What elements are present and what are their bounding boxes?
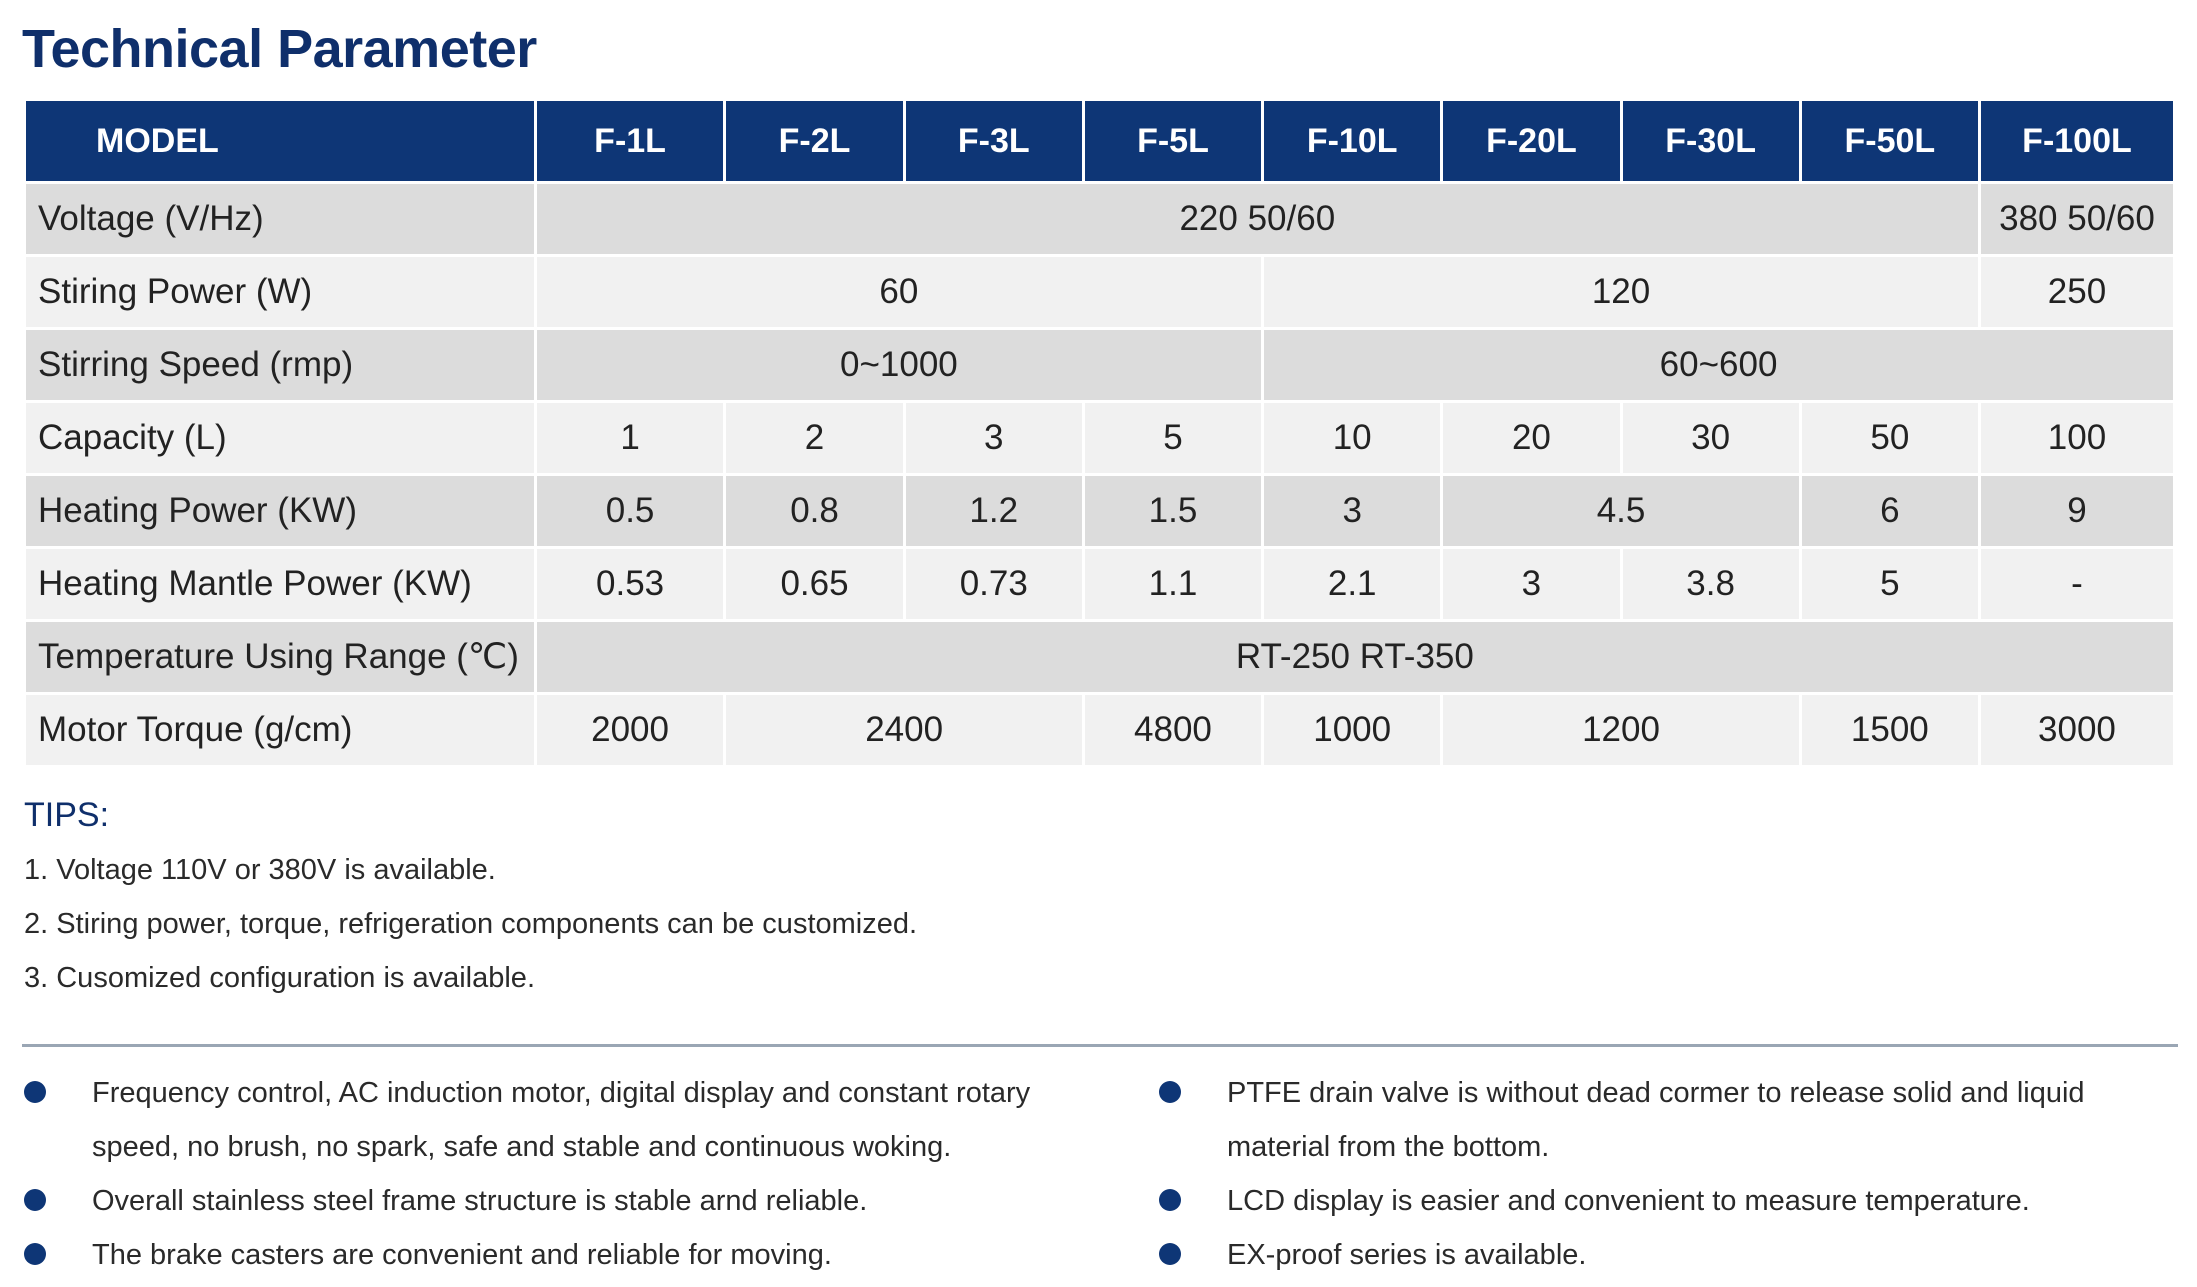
table-cell: 250 — [1981, 257, 2173, 327]
header-model: MODEL — [26, 101, 534, 181]
table-cell: 1000 — [1264, 695, 1440, 765]
feature-item — [22, 1174, 1082, 1228]
bullet-icon — [1159, 1243, 1181, 1265]
table-cell: 4.5 — [1443, 476, 1798, 546]
tip-item: 3. Cusomized configuration is available. — [24, 962, 535, 994]
table-cell: 0.73 — [906, 549, 1082, 619]
table-cell: 1200 — [1443, 695, 1798, 765]
table-cell: 2000 — [537, 695, 724, 765]
feature-item — [22, 1228, 1082, 1282]
table-row — [26, 622, 2173, 692]
table-row — [26, 257, 2173, 327]
table-cell: 4800 — [1085, 695, 1261, 765]
bullet-icon — [1159, 1081, 1181, 1103]
table-cell: 20 — [1443, 403, 1619, 473]
spec-table — [23, 98, 2176, 768]
feature-item — [1157, 1066, 2187, 1174]
table-cell: 1.1 — [1085, 549, 1261, 619]
feature-item — [22, 1066, 1082, 1174]
table-cell: 3 — [1264, 476, 1440, 546]
table-cell: 3 — [906, 403, 1082, 473]
table-cell: 3.8 — [1623, 549, 1799, 619]
row-label: Stirring Speed (rmp) — [26, 330, 534, 400]
feature-text: The brake casters are convenient and reliable for moving. — [92, 1239, 832, 1271]
table-cell: 100 — [1981, 403, 2173, 473]
tip-item: 2. Stiring power, torque, refrigeration components can be customized. — [24, 908, 918, 940]
table-row — [26, 476, 2173, 546]
feature-text: Overall stainless steel frame structure is stable arnd reliable. — [92, 1185, 868, 1217]
feature-text: PTFE drain valve is without dead cormer to release solid and liquid material from the bottom. — [1227, 1077, 2085, 1163]
table-header-row — [26, 101, 2173, 181]
table-cell: 60~600 — [1264, 330, 2173, 400]
feature-text: EX-proof series is available. — [1227, 1239, 1587, 1271]
table-cell: 50 — [1802, 403, 1978, 473]
table-cell: 0.65 — [726, 549, 902, 619]
row-label: Heating Mantle Power (KW) — [26, 549, 534, 619]
table-cell: 1.2 — [906, 476, 1082, 546]
bullet-icon — [24, 1081, 46, 1103]
feature-text: Frequency control, AC induction motor, digital display and constant rotary speed, no brush, no spark, safe and stable and continuous woking. — [92, 1077, 1031, 1163]
table-cell: 9 — [1981, 476, 2173, 546]
table-cell: 0.5 — [537, 476, 724, 546]
tips-list — [24, 850, 917, 1012]
table-row — [26, 184, 2173, 254]
divider — [22, 1044, 2178, 1047]
table-cell: 5 — [1085, 403, 1261, 473]
table-row — [26, 403, 2173, 473]
bullet-icon — [1159, 1189, 1181, 1211]
table-cell: - — [1981, 549, 2173, 619]
page-title: Technical Parameter — [22, 19, 537, 79]
table-cell: 220 50/60 — [537, 184, 1978, 254]
table-cell: 6 — [1802, 476, 1978, 546]
header-model-column: F-3L — [906, 101, 1082, 181]
row-label: Capacity (L) — [26, 403, 534, 473]
header-model-column: F-5L — [1085, 101, 1261, 181]
bullet-icon — [24, 1243, 46, 1265]
table-cell: 0.8 — [726, 476, 902, 546]
bullet-icon — [24, 1189, 46, 1211]
table-row — [26, 695, 2173, 765]
table-cell: 2400 — [726, 695, 1081, 765]
tips-heading: TIPS: — [24, 796, 110, 834]
feature-text: LCD display is easier and convenient to measure temperature. — [1227, 1185, 2030, 1217]
row-label: Temperature Using Range (℃) — [26, 622, 534, 692]
table-row — [26, 549, 2173, 619]
table-cell: 380 50/60 — [1981, 184, 2173, 254]
tip-item: 1. Voltage 110V or 380V is available. — [24, 854, 496, 886]
header-model-column: F-100L — [1981, 101, 2173, 181]
feature-item — [1157, 1174, 2187, 1228]
table-cell: 3 — [1443, 549, 1619, 619]
table-row — [26, 330, 2173, 400]
header-model-column: F-30L — [1623, 101, 1799, 181]
row-label: Motor Torque (g/cm) — [26, 695, 534, 765]
table-cell: 30 — [1623, 403, 1799, 473]
row-label: Voltage (V/Hz) — [26, 184, 534, 254]
table-cell: 1500 — [1802, 695, 1978, 765]
header-model-column: F-1L — [537, 101, 724, 181]
table-cell: 0.53 — [537, 549, 724, 619]
features-list-left — [22, 1066, 1082, 1282]
row-label: Stiring Power (W) — [26, 257, 534, 327]
features-list-right — [1157, 1066, 2187, 1282]
table-cell: 120 — [1264, 257, 1978, 327]
table-cell: 0~1000 — [537, 330, 1261, 400]
table-cell: 60 — [537, 257, 1261, 327]
feature-item — [1157, 1228, 2187, 1282]
table-cell: 2.1 — [1264, 549, 1440, 619]
table-cell: 5 — [1802, 549, 1978, 619]
row-label: Heating Power (KW) — [26, 476, 534, 546]
table-cell: 1 — [537, 403, 724, 473]
table-cell: RT-250 RT-350 — [537, 622, 2173, 692]
header-model-column: F-2L — [726, 101, 902, 181]
table-cell: 3000 — [1981, 695, 2173, 765]
table-cell: 2 — [726, 403, 902, 473]
header-model-column: F-10L — [1264, 101, 1440, 181]
header-model-column: F-20L — [1443, 101, 1619, 181]
table-cell: 1.5 — [1085, 476, 1261, 546]
header-model-column: F-50L — [1802, 101, 1978, 181]
table-cell: 10 — [1264, 403, 1440, 473]
